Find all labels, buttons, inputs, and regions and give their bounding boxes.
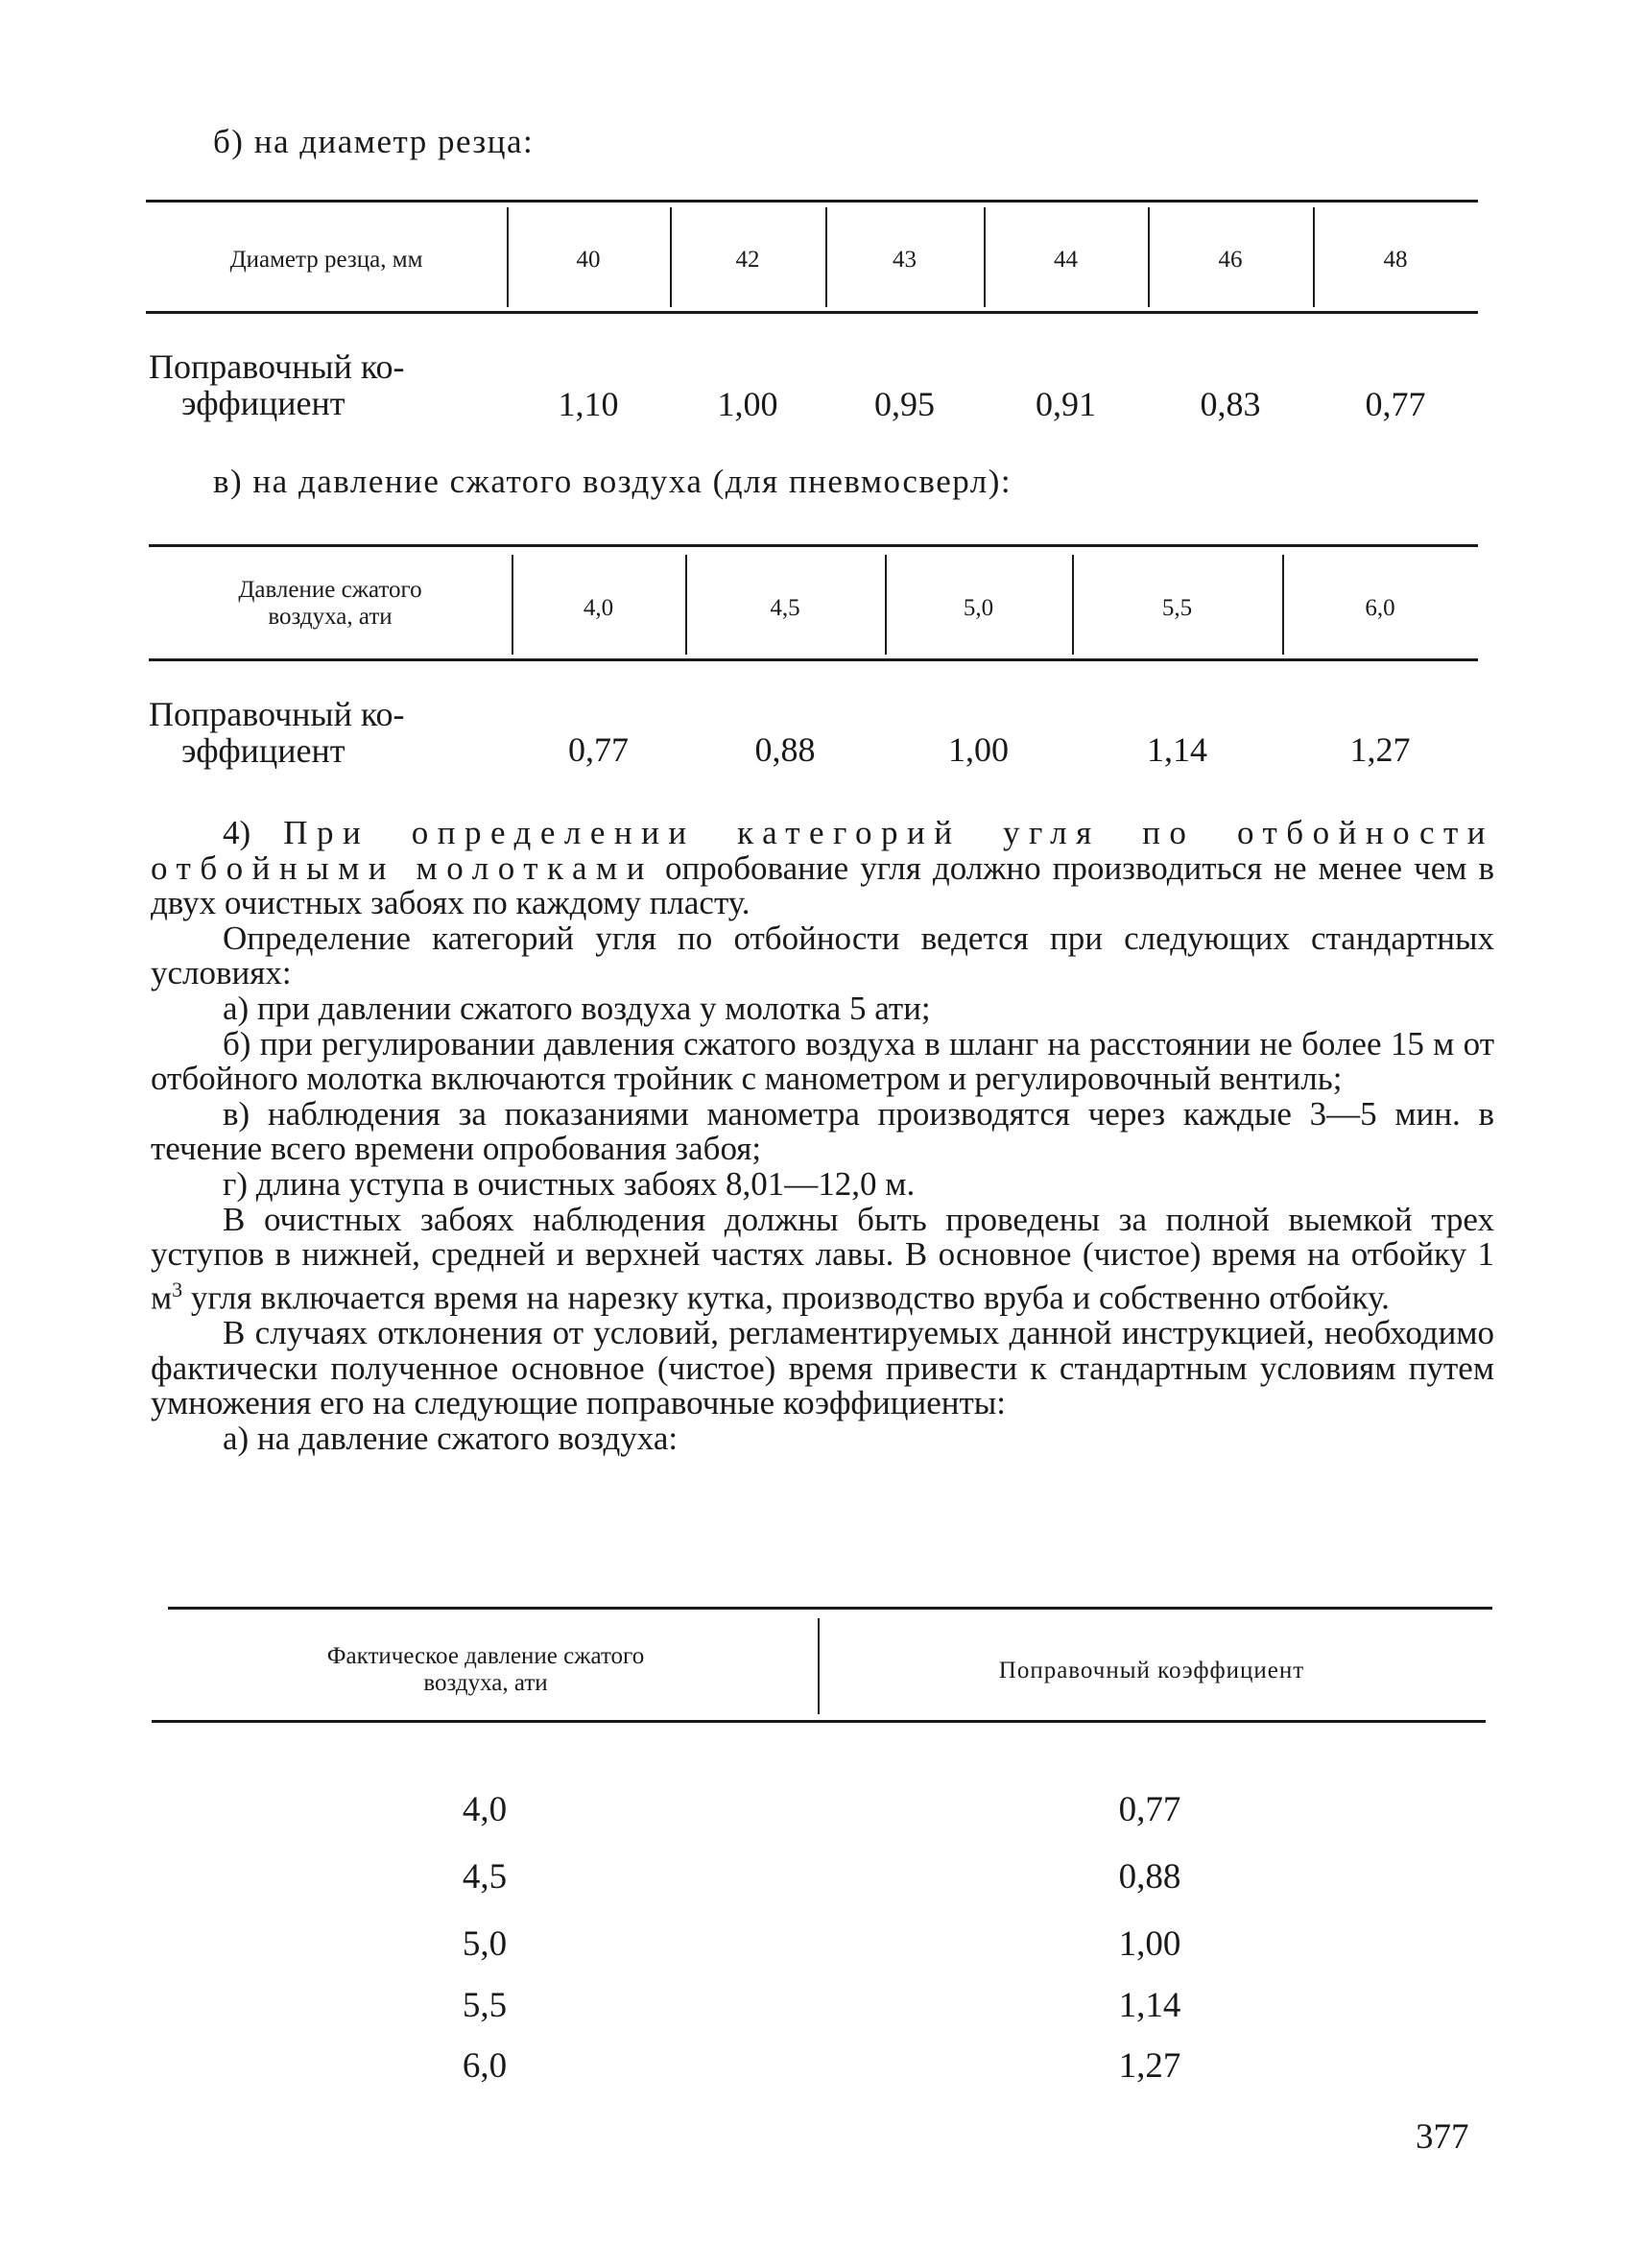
header-cell: 4,0 [583,595,614,621]
header-cell: 4,5 [770,595,800,621]
caption-air-pressure-drills: в) на давление сжатого воздуха (для пневмосверл): [213,463,1013,500]
header-cell: 6,0 [1365,595,1395,621]
value-cell: 0,95 [874,385,935,423]
header-cell: 43 [893,247,917,273]
paragraph-text: В очистных забоях наблюдения должны быть проведены за полной выемкой трех уступов в нижней, средней и верхней частях лавы. В основное (чистое) время на отбойку 1 м [151,1200,1494,1317]
paragraph-text: угля включается время на нарезку кутка, производство вруба и собственно отбойку. [182,1278,1390,1317]
list-item: а) при давлении сжатого воздуха у молотка 5 ати; [223,989,931,1027]
coefficient-value: 1,00 [1118,1924,1181,1964]
header-cell: 44 [1054,247,1078,273]
value-cell: 0,88 [754,730,816,769]
list-item: в) наблюдения за показаниями манометра производятся через каждые 3—5 мин. в течение всего времени опробования забоя; [151,1094,1494,1168]
spaced-phrase: При определении категорий угля по отбойности отбойными молотками [151,814,1495,887]
value-cell: 1,10 [558,385,619,423]
header-line: воздуха, ати [268,604,393,630]
paragraph-deviations: В случаях отклонения от условий, регламентируемых данной инструкцией, необходимо фактически полученное основное (чистое) время привести к стандартным условиям путем умножения его на следующие поправочные коэффициенты: [151,1313,1494,1422]
header-cell: 40 [576,247,601,273]
table-bottom-rule [149,658,1478,661]
value-cell: 1,00 [948,730,1009,769]
paragraph-conditions: Определение категорий угля по отбойности ведется при следующих стандартных условиях: [151,919,1494,992]
paragraph-observations [151,1200,1494,1317]
paragraph-number: 4) [223,814,284,851]
table-bottom-rule [152,1720,1486,1723]
row-label-line: эффициент [181,384,345,422]
header-correction-coefficient: Поправочный коэффициент [998,1658,1305,1683]
value-cell: 1,00 [717,385,778,423]
header-line: Фактическое давление сжатого [326,1643,645,1669]
list-item: б) при регулировании давления сжатого воздуха в шланг на расстоянии не более 15 м от отбойного молотка включаются тройник с манометром и регулировочный вентиль; [151,1024,1494,1098]
coefficient-value: 1,27 [1118,2046,1181,2086]
table-top-rule [168,1607,1492,1610]
header-cell: 42 [735,247,760,273]
row-label [149,348,405,421]
header-diameter-label: Диаметр резца, мм [229,247,423,273]
header-cell: 5,0 [963,595,994,621]
coefficient-value: 0,88 [1118,1857,1181,1897]
pressure-value: 5,0 [462,1924,508,1964]
caption-cutter-diameter: б) на диаметр резца: [213,123,535,160]
pressure-value: 5,5 [462,1986,508,2025]
value-cell: 0,77 [568,730,629,769]
header-line: Давление сжатого [238,577,422,603]
row-label-line: Поправочный ко- [149,347,405,386]
body-text [151,816,1494,1456]
pressure-value: 4,0 [462,1790,508,1829]
value-cell: 1,14 [1147,730,1207,769]
row-label-line: Поправочный ко- [149,695,405,733]
list-item: г) длина уступа в очистных забоях 8,01—12,0 м. [223,1164,916,1203]
row-label-line: эффициент [181,731,345,770]
row-label [149,696,405,769]
paragraph-4 [151,816,1494,921]
value-cell: 0,77 [1365,385,1426,423]
page-number: 377 [1416,2117,1469,2157]
value-cell: 0,91 [1036,385,1096,423]
coefficient-value: 0,77 [1118,1790,1181,1829]
coefficient-value: 1,14 [1118,1986,1181,2025]
table-bottom-rule [146,311,1478,314]
value-cell: 1,27 [1349,730,1411,769]
header-cell: 46 [1218,247,1243,273]
table-top-rule [146,200,1478,203]
header-pressure-label [149,577,512,631]
superscript: 3 [172,1277,183,1301]
header-cell: 48 [1383,247,1408,273]
header-line: воздуха, ати [423,1670,548,1696]
value-cell: 0,83 [1200,385,1261,423]
header-actual-pressure [154,1643,818,1697]
table-top-rule [149,544,1478,547]
list-item: а) на давление сжатого воздуха: [223,1419,679,1457]
header-cell: 5,5 [1161,595,1193,621]
pressure-value: 6,0 [462,2046,508,2086]
paragraph-text: опробование угля должно производиться не менее чем в двух очистных забоях по каждому пласту. [151,848,1494,922]
pressure-value: 4,5 [462,1857,508,1897]
